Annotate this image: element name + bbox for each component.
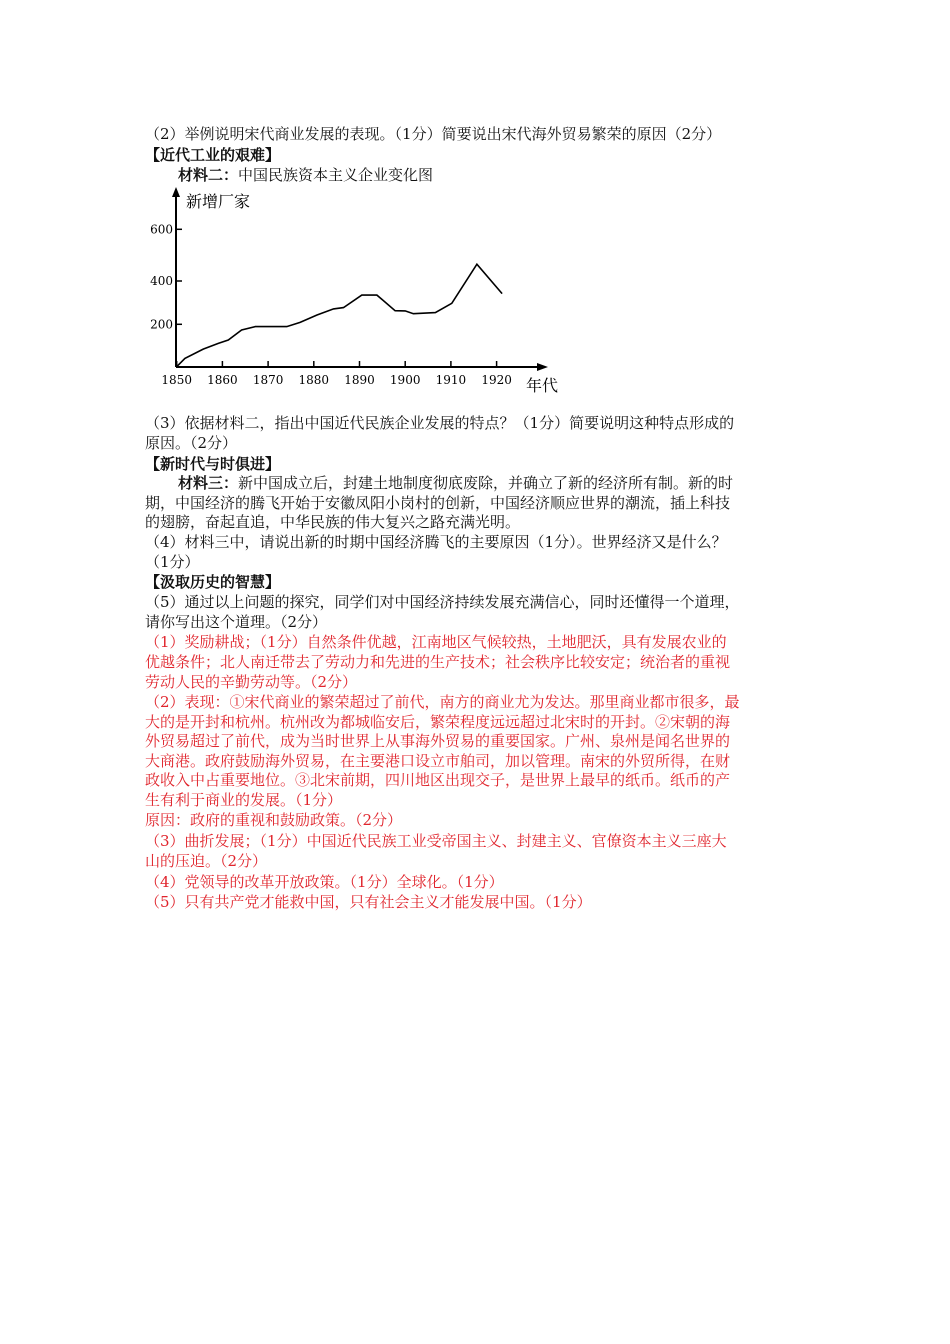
answer-line: （1）奖励耕战；（1分）自然条件优越，江南地区气候较热，土地肥沃，具有发展农业的 xyxy=(145,633,727,651)
x-tick-label: 1910 xyxy=(435,373,467,387)
question-4-line-2: （1分） xyxy=(145,553,200,571)
answer-line: 山的压迫。（2分） xyxy=(145,852,268,870)
section-heading-wisdom: 【汲取历史的智慧】 xyxy=(145,573,281,591)
question-5-line-1: （5）通过以上问题的探究，同学们对中国经济持续发展充满信心，同时还懂得一个道理， xyxy=(145,593,740,611)
question-5-line-2: 请你写出这个道理。（2分） xyxy=(145,613,328,631)
answer-line: 优越条件；北人南迁带去了劳动力和先进的生产技术；社会秩序比较安定；统治者的重视 xyxy=(145,653,731,671)
question-4-line-1: （4）材料三中，请说出新的时期中国经济腾飞的主要原因（1分）。世界经济又是什么？ xyxy=(145,533,727,551)
section-heading-modern-industry: 【近代工业的艰难】 xyxy=(145,146,281,164)
y-tick-label: 200 xyxy=(150,317,173,332)
x-tick-label: 1870 xyxy=(252,373,284,387)
answer-line: 生有利于商业的发展。（1分） xyxy=(145,791,343,809)
x-tick-label: 1890 xyxy=(344,373,375,387)
section-heading-new-era: 【新时代与时俱进】 xyxy=(145,455,281,473)
material-3-line-1 xyxy=(178,473,808,493)
series-line xyxy=(177,264,502,367)
x-tick-label: 1860 xyxy=(207,373,238,387)
y-tick-label: 400 xyxy=(150,274,173,288)
answer-line: 原因：政府的重视和鼓励政策。（2分） xyxy=(145,811,403,829)
y-axis-arrow-icon xyxy=(172,187,180,197)
x-axis-label: 年代 xyxy=(526,376,559,395)
answer-line: 劳动人民的辛勤劳动等。（2分） xyxy=(145,673,358,691)
material-2-label: 材料二： xyxy=(178,166,239,184)
x-tick-label: 1920 xyxy=(481,373,512,387)
enterprise-line-chart xyxy=(140,185,570,400)
answer-line: （4）党领导的改革开放政策。（1分）全球化。（1分） xyxy=(145,873,504,891)
answer-line: 大商港。政府鼓励海外贸易，在主要港口设立市舶司，加以管理。南宋的外贸所得，在财 xyxy=(145,752,731,770)
material-3-label: 材料三： xyxy=(178,474,239,492)
x-axis-arrow-icon xyxy=(537,363,548,371)
y-tick-label: 600 xyxy=(150,222,173,237)
answer-line: （5）只有共产党才能救中国，只有社会主义才能发展中国。（1分） xyxy=(145,893,592,911)
material-2-caption xyxy=(178,165,842,185)
material-3-line-3: 的翅膀，奋起直追，中华民族的伟大复兴之路充满光明。 xyxy=(145,513,521,531)
answer-line: 大的是开封和杭州。杭州改为都城临安后，繁荣程度远远超过北宋时的开封。②宋朝的海 xyxy=(145,713,731,731)
y-axis-label: 新增厂家 xyxy=(186,192,251,211)
x-tick-label: 1880 xyxy=(298,373,330,387)
material-2-title: 中国民族资本主义企业变化图 xyxy=(238,166,434,184)
material-3-text: 新中国成立后，封建土地制度彻底废除，并确立了新的经济所有制。新的时 xyxy=(238,474,734,492)
material-3-line-2: 期，中国经济的腾飞开始于安徽凤阳小岗村的创新，中国经济顺应世界的潮流，插上科技 xyxy=(145,494,731,512)
x-tick-label: 1900 xyxy=(389,373,421,387)
question-3-line-1: （3）依据材料二，指出中国近代民族企业发展的特点？（1分）简要说明这种特点形成的 xyxy=(145,414,735,432)
answer-line: （2）表现：①宋代商业的繁荣超过了前代，南方的商业尤为发达。那里商业都市很多，最 xyxy=(145,693,740,711)
answer-line: 政收入中占重要地位。③北宋前期，四川地区出现交子，是世界上最早的纸币。纸币的产 xyxy=(145,771,731,789)
x-tick-label: 1850 xyxy=(161,373,192,387)
question-2: （2）举例说明宋代商业发展的表现。（1分）简要说出宋代海外贸易繁荣的原因（2分） xyxy=(145,125,722,143)
answer-line: 外贸易超过了前代，成为当时世界上从事海外贸易的重要国家。广州、泉州是闻名世界的 xyxy=(145,732,731,750)
answer-line: （3）曲折发展；（1分）中国近代民族工业受帝国主义、封建主义、官僚资本主义三座大 xyxy=(145,832,727,850)
question-3-line-2: 原因。（2分） xyxy=(145,434,238,452)
